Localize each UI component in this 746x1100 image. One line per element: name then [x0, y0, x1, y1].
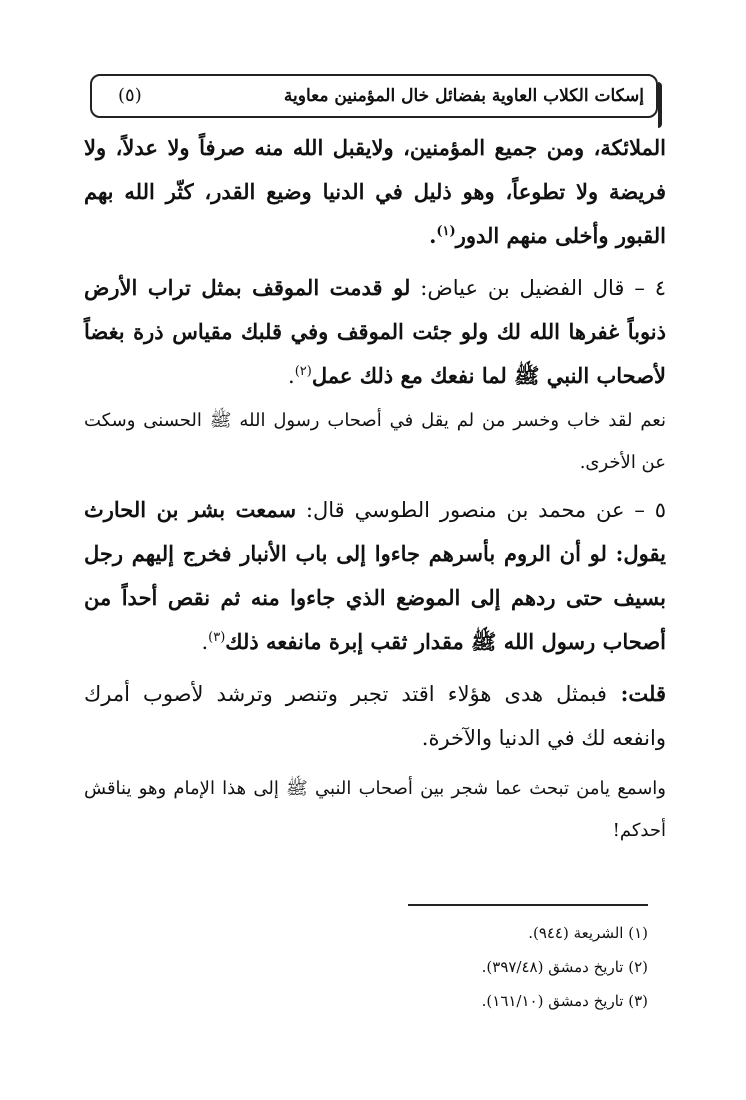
paragraph-4-quote: سمعت بشر بن الحارث يقول: لو أن الروم بأسرهم جاءوا إلى باب الأنبار فخرج إليهم رجل بسيف حتى ردهم إلى الموضع الذي جاءوا منه ثم نقص أحداً من أصحاب رسول الله ﷺ مقدار ثقب إبرة مانفعه ذلك	[84, 497, 666, 654]
book-title: إسكات الكلاب العاوية بفضائل خال المؤمنين معاوية	[283, 86, 644, 106]
paragraph-5-label: قلت:	[606, 681, 666, 706]
paragraph-2-intro: ٤ – قال الفضيل بن عياض:	[410, 276, 666, 300]
paragraph-2-quote: لو قدمت الموقف بمثل تراب الأرض ذنوباً غفرها الله لك ولو جئت الموقف وفي قلبك مقياس ذرة بغضاً لأصحاب النبي ﷺ لما نفعك مع ذلك عمل	[84, 275, 666, 388]
paragraph-1-text: الملائكة، ومن جميع المؤمنين، ولايقبل الله منه صرفاً ولا عدلاً، ولا فريضة ولا تطوعاً، وهو ذليل في الدنيا وضيع القدر، كثّر الله بهم القبور وأخلى منهم الدور	[84, 135, 666, 248]
paragraph-2-end: .	[288, 364, 295, 388]
paragraph-2	[84, 266, 666, 398]
footnote-ref-3: (٣)	[208, 630, 226, 645]
footnote-ref-1: (١)	[436, 224, 456, 239]
footnote-divider	[408, 904, 648, 906]
footnote-1: (١) الشريعة (٩٤٤).	[528, 924, 648, 942]
page-body	[84, 126, 666, 852]
paragraph-1	[84, 126, 666, 258]
footnote-2: (٢) تاريخ دمشق (٣٩٧/٤٨).	[481, 958, 648, 976]
paragraph-4-end: .	[201, 630, 209, 654]
paragraph-1-end: .	[429, 223, 437, 248]
paragraph-3: نعم لقد خاب وخسر من لم يقل في أصحاب رسول الله ﷺ الحسنى وسكت عن الأخرى.	[84, 410, 666, 473]
page-header	[90, 74, 658, 118]
paragraph-6: واسمع يامن تبحث عما شجر بين أصحاب النبي ﷺ إلى هذا الإمام وهو يناقش أحدكم!	[84, 778, 666, 841]
page-number: (٥)	[118, 85, 142, 106]
paragraph-4	[84, 488, 666, 664]
paragraph-5-text: فبمثل هدى هؤلاء اقتد تجبر وتنصر وترشد لأصوب أمرك وانفعه لك في الدنيا والآخرة.	[84, 682, 666, 750]
footnote-ref-2: (٢)	[294, 364, 312, 379]
footnote-3: (٣) تاريخ دمشق (١٦١/١٠).	[481, 992, 648, 1010]
footnotes	[348, 916, 648, 1018]
paragraph-5	[84, 672, 666, 760]
paragraph-4-intro: ٥ – عن محمد بن منصور الطوسي قال:	[296, 498, 667, 522]
